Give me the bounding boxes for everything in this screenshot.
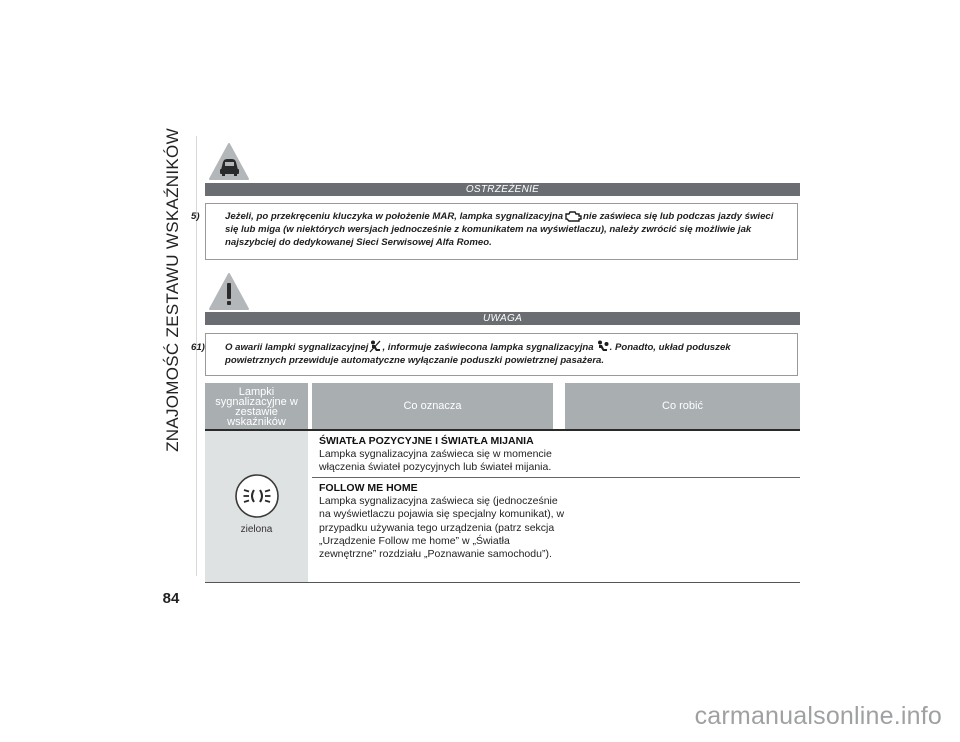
section-title-vertical: ZNAJOMOŚĆ ZESTAWU WSKAŹNIKÓW	[163, 128, 182, 452]
header-action: Co robić	[565, 383, 800, 429]
lamp-color-label: zielona	[240, 524, 273, 535]
section-follow-me-home	[319, 482, 569, 561]
row-divider	[312, 477, 800, 478]
notice-number: 61)	[191, 342, 205, 353]
engine-check-icon	[564, 210, 582, 222]
section-position-lights	[319, 435, 569, 475]
notice-text-after: . Ponadto, układ poduszek powietrznych przewiduje automatyczne wyłączanie poduszki powietrznej pasażera.	[225, 342, 731, 366]
notice-text-middle: , informuje zaświecona lampka sygnalizacyjna	[382, 342, 594, 353]
warning-text-after: nie zaświeca się lub podczas jazdy świeci się lub miga (w niektórych wersjach jednocześnie z komunikatem na wyświetlaczu), należy zwrócić się możliwie jak najszybciej do dedykowanej Sieci Serwisowej Alfa Romeo.	[225, 211, 774, 248]
watermark: carmanualsonline.info	[694, 702, 942, 730]
airbag-off-icon	[369, 340, 381, 353]
airbag-icon	[595, 340, 609, 353]
warning-text-before: Jeżeli, po przekręceniu kluczyka w położenie MAR, lampka sygnalizacyjna	[225, 211, 564, 222]
section-body: Lampka sygnalizacyjna zaświeca się (jednocześnie na wyświetlaczu pojawia się specjalny komunikat), w przypadku używania tego urządzenia (patrz sekcja „Urządzenie Follow me home” w „Światła zewnętrzne” rozdziału „Poznawanie samochodu”).	[319, 495, 565, 561]
notice-box	[191, 333, 798, 376]
section-body: Lampka sygnalizacyjna zaświeca się w momencie włączenia świateł pozycyjnych lub świateł mijania.	[319, 448, 552, 474]
header-meaning: Co oznacza	[312, 383, 553, 429]
margin-divider	[196, 136, 197, 576]
notice-text-before: O awarii lampki sygnalizacyjnej	[225, 342, 369, 353]
position-lights-icon	[234, 473, 280, 519]
page-number: 84	[162, 590, 180, 607]
section-title: FOLLOW ME HOME	[319, 482, 418, 494]
table-bottom-rule	[205, 582, 800, 583]
warning-number: 5)	[191, 211, 200, 222]
header-warning-lights: Lampki sygnalizacyjne w zestawie wskaźników	[205, 383, 308, 429]
section-title: ŚWIATŁA POZYCYJNE I ŚWIATŁA MIJANIA	[319, 435, 534, 447]
warning-box	[191, 203, 798, 260]
car-warning-icon	[208, 142, 250, 182]
notice-band: UWAGA	[205, 312, 800, 325]
exclamation-warning-icon	[208, 272, 250, 312]
warning-band: OSTRZEŻENIE	[205, 183, 800, 196]
